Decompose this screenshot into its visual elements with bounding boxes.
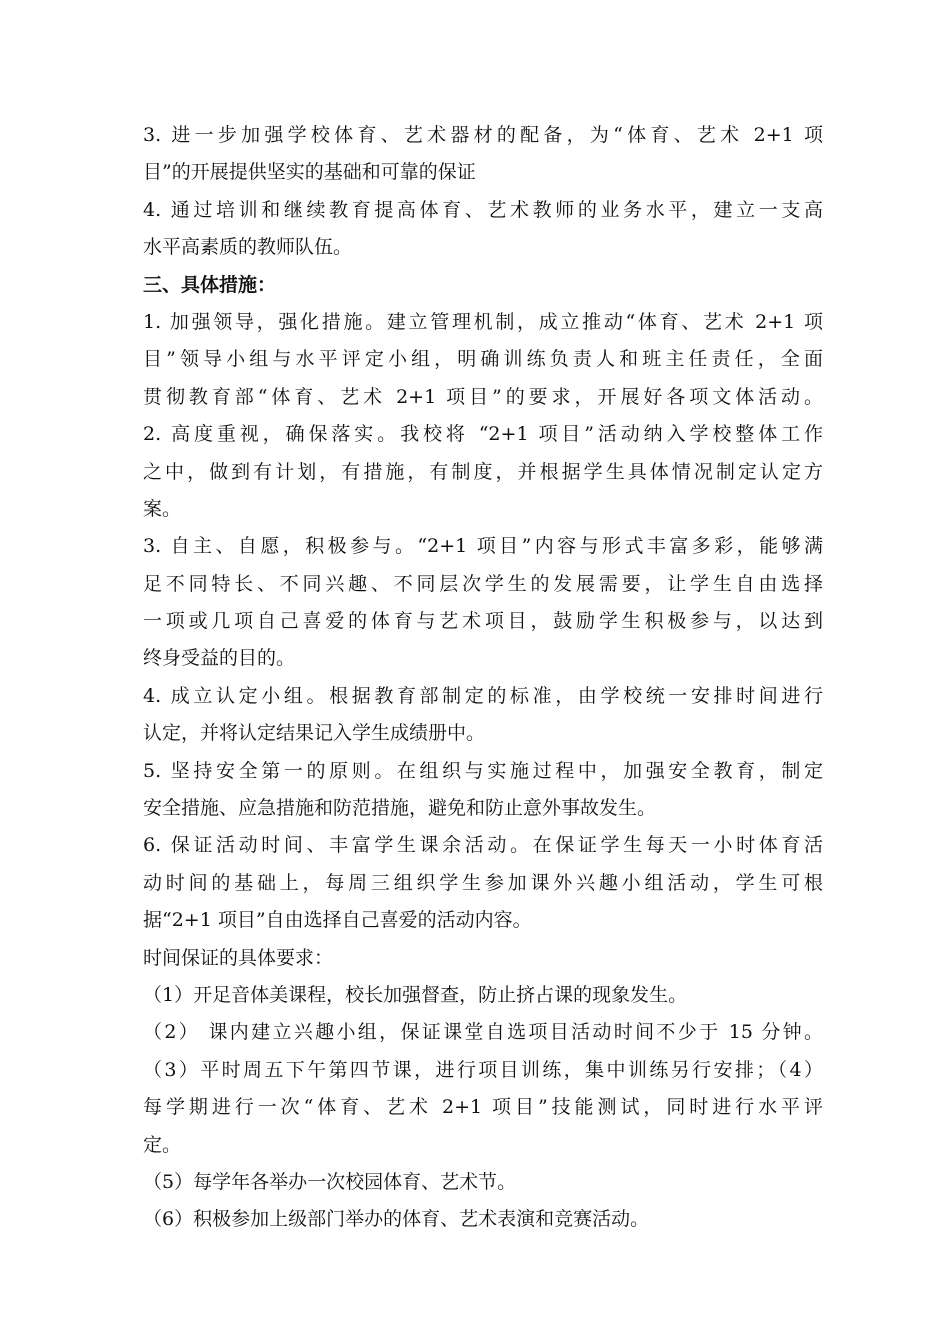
text-line: 1. 加强领导，强化措施。建立管理机制，成立推动“体育、艺术 2+1 项 xyxy=(143,310,823,333)
text-line: 5. 坚持安全第一的原则。在组织与实施过程中，加强安全教育，制定 xyxy=(143,759,823,782)
text-line: 据“2+1 项目”自由选择自己喜爱的活动内容。 xyxy=(143,909,532,932)
text-line: 4. 通过培训和继续教育提高体育、艺术教师的业务水平，建立一支高 xyxy=(143,198,823,221)
text-line: 终身受益的目的。 xyxy=(143,647,296,670)
list-item: （6）积极参加上级部门举办的体育、艺术表演和竞赛活动。 xyxy=(143,1208,650,1231)
text-line: 动时间的基础上，每周三组织学生参加课外兴趣小组活动，学生可根 xyxy=(143,871,823,894)
text-line: 案。 xyxy=(143,497,182,520)
section-heading: 三、具体措施： xyxy=(143,273,277,296)
text-line: 贯彻教育部“体育、艺术 2+1 项目”的要求，开展好各项文体活动。 xyxy=(143,385,823,408)
text-line: 定。 xyxy=(143,1133,182,1156)
text-line: 每学期进行一次“体育、艺术 2+1 项目”技能测试，同时进行水平评 xyxy=(143,1096,823,1119)
text-line: 4. 成立认定小组。根据教育部制定的标准，由学校统一安排时间进行 xyxy=(143,684,823,707)
text-line: 足不同特长、不同兴趣、不同层次学生的发展需要，让学生自由选择 xyxy=(143,572,823,595)
text-line: 安全措施、应急措施和防范措施，避免和防止意外事故发生。 xyxy=(143,797,657,820)
text-line: 认定，并将认定结果记入学生成绩册中。 xyxy=(143,722,486,745)
text-line: 3. 自主、自愿，积极参与。“2+1 项目”内容与形式丰富多彩，能够满 xyxy=(143,535,823,558)
list-item: （2） 课内建立兴趣小组，保证课堂自选项目活动时间不少于 15 分钟。 xyxy=(143,1021,823,1044)
list-item: （3）平时周五下午第四节课，进行项目训练，集中训练另行安排；（4） xyxy=(143,1058,823,1081)
text-line: 目”领导小组与水平评定小组，明确训练负责人和班主任责任，全面 xyxy=(143,348,823,371)
text-line: 6. 保证活动时间、丰富学生课余活动。在保证学生每天一小时体育活 xyxy=(143,834,823,857)
document-body xyxy=(143,117,823,1239)
text-line: 3. 进一步加强学校体育、艺术器材的配备，为“体育、艺术 2+1 项 xyxy=(143,124,823,146)
text-line: 2. 高度重视，确保落实。我校将 “2+1 项目”活动纳入学校整体工作 xyxy=(143,423,823,446)
list-item: （1）开足音体美课程，校长加强督查，防止挤占课的现象发生。 xyxy=(143,983,688,1006)
text-line: 目”的开展提供坚实的基础和可靠的保证 xyxy=(143,161,476,184)
text-line: 时间保证的具体要求： xyxy=(143,946,334,969)
text-line: 水平高素质的教师队伍。 xyxy=(143,236,353,259)
text-line: 一项或几项自己喜爱的体育与艺术项目，鼓励学生积极参与，以达到 xyxy=(143,610,823,633)
list-item: （5）每学年各举办一次校园体育、艺术节。 xyxy=(143,1170,517,1193)
text-line: 之中，做到有计划，有措施，有制度，并根据学生具体情况制定认定方 xyxy=(143,460,823,483)
